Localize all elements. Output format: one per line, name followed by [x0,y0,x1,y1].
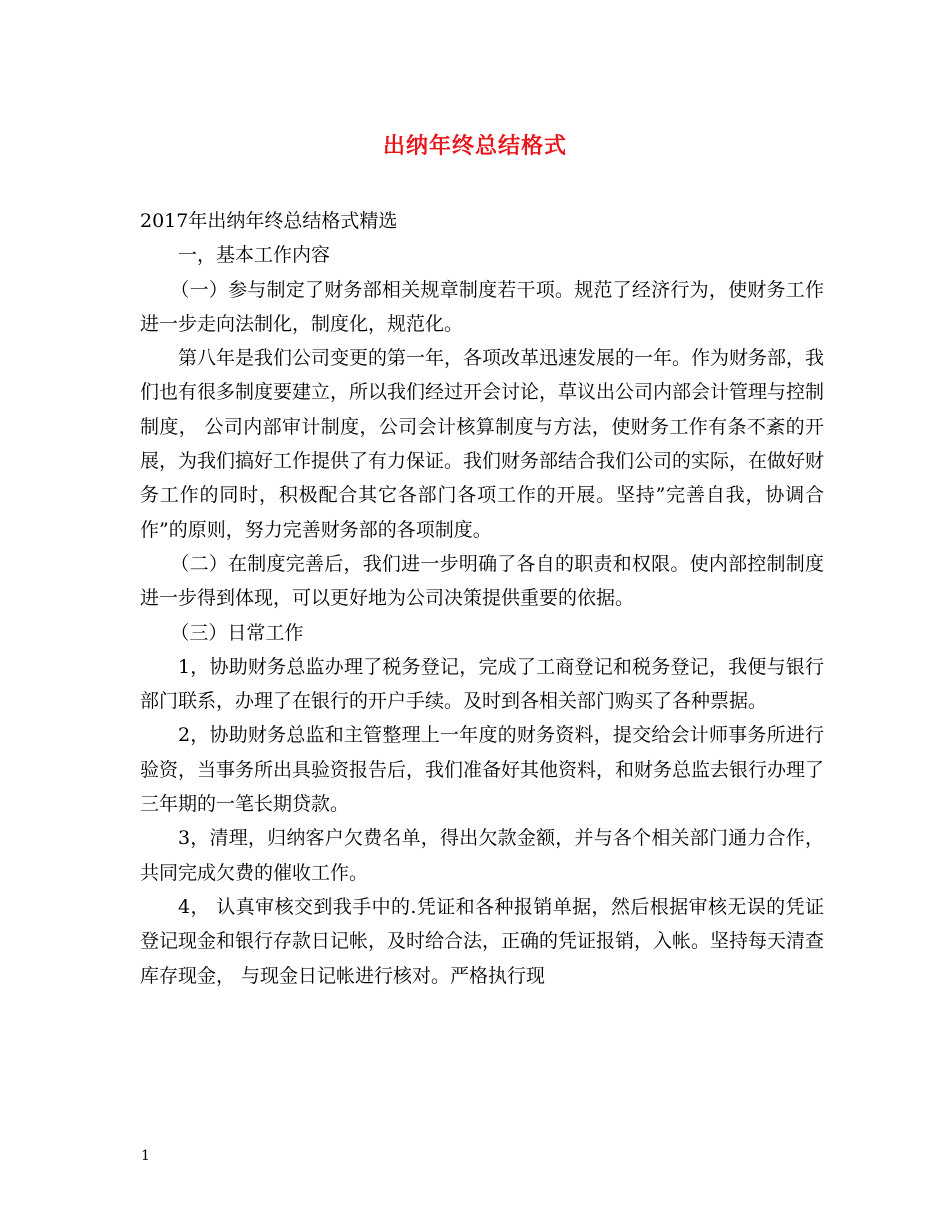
subtitle-paragraph: 2017年出纳年终总结格式精选 [140,210,398,232]
subsection-heading: （三）日常工作 [170,621,304,644]
list-item: 1，协助财务总监办理了税务登记，完成了工商登记和税务登记，我便与银行部门联系，办理了在银行的开户手续。及时到各相关部门购买了各种票据。 [140,655,824,713]
document-title: 出纳年终总结格式 [382,134,567,159]
document-body [140,204,824,993]
body-paragraph: 第八年是我们公司变更的第一年，各项改革迅速发展的一年。作为财务部，我们也有很多制度要建立，所以我们经过开会讨论，草议出公司内部会计管理与控制制度， 公司内部审计制度，公司会计核算制度与方法，使财务工作有条不紊的开展，为我们搞好工作提供了有力保证。我们财务部结合我们公司的实际，在做好财务工作的同时，积极配合其它各部门各项工作的开展。坚持”完善自我，协调合作”的原则，努力完善财务部的各项制度。 [140,347,825,541]
page-number: 1 [141,1148,150,1164]
list-item: 3，清理，归纳客户欠费名单，得出欠款金额，并与各个相关部门通力合作，共同完成欠费的催收工作。 [140,827,824,884]
list-item: 2，协助财务总监和主管整理上一年度的财务资料，提交给会计师事务所进行验资，当事务所出具验资报告后，我们准备好其他资料，和财务总监去银行办理了三年期的一笔长期贷款。 [140,724,825,816]
list-item: 4， 认真审核交到我手中的.凭证和各种报销单据，然后根据审核无误的凭证登记现金和银行存款日记帐，及时给合法，正确的凭证报销，入帐。坚持每天清查库存现金， 与现金日记帐进行核对。严格执行现 [140,895,825,987]
section-heading: 一，基本工作内容 [178,244,331,267]
body-paragraph: （二）在制度完善后，我们进一步明确了各自的职责和权限。使内部控制制度进一步得到体现，可以更好地为公司决策提供重要的依据。 [140,552,824,610]
body-paragraph: （一）参与制定了财务部相关规章制度若干项。规范了经济行为，使财务工作进一步走向法制化，制度化，规范化。 [140,278,824,335]
